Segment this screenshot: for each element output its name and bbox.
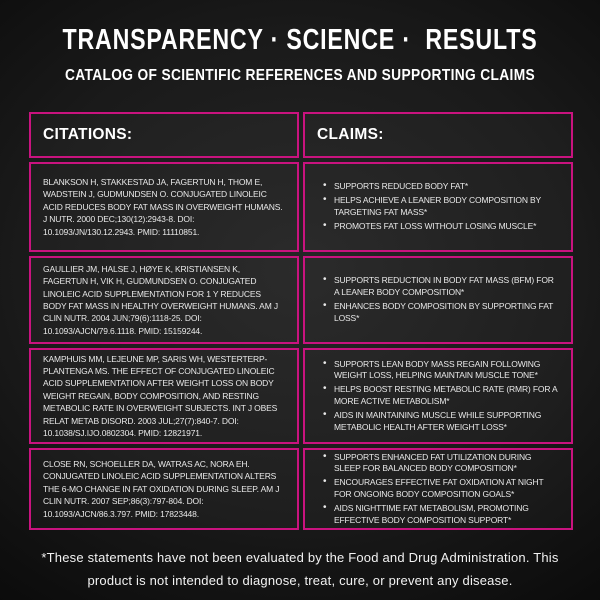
claim-item: • SUPPORTS REDUCED BODY FAT* [321,181,559,193]
claims-column-header [303,112,573,158]
claim-item: • ENCOURAGES EFFECTIVE FAT OXIDATION AT NIGHT FOR ONGOING BODY COMPOSITION GOALS* [321,477,559,501]
citation-text: KAMPHUIS MM, LEJEUNE MP, SARIS WH, WESTERTERP-PLANTENGA MS. THE EFFECT OF CONJUGATED LINOLEIC ACID SUPPLEMENTATION AFTER WEIGHT LOSS ON BODY WEIGHT REGAIN, BODY COMPOSITION, AND RESTING METABOLIC RATE IN OVERWEIGHT SUBJECTS. INT J OBES RELAT METAB DISORD. 2003 JUL;27(7):840-7. DOI: 10.1038/SJ.IJO.0802304. PMID: 12821971. [43,353,278,439]
claim-item: • PROMOTES FAT LOSS WITHOUT LOSING MUSCLE* [321,221,559,233]
citation-text: BLANKSON H, STAKKESTAD JA, FAGERTUN H, THOM E, WADSTEIN J, GUDMUNDSEN O. CONJUGATED LINOLEIC ACID REDUCES BODY FAT MASS IN OVERWEIGHT HUMANS. J NUTR. 2000 DEC;130(12):2943-8. DOI: 10.1093/JN/130.12.2943. PMID: 11110851. [43,176,283,237]
claim-item: • HELPS ACHIEVE A LEANER BODY COMPOSITION BY TARGETING FAT MASS* [321,195,559,219]
claims-cell-row-2 [303,256,573,344]
claims-cell-row-4 [303,448,573,530]
page-title: TRANSPARENCY · SCIENCE · RESULTS [62,24,538,56]
references-table [29,112,573,530]
page-footer [20,546,580,592]
citations-header-label: CITATIONS: [43,126,133,143]
page-subtitle: CATALOG OF SCIENTIFIC REFERENCES AND SUPPORTING CLAIMS [64,67,536,84]
claim-item: • AIDS NIGHTTIME FAT METABOLISM, PROMOTING EFFECTIVE BODY COMPOSITION SUPPORT* [321,503,559,527]
citation-text: GAULLIER JM, HALSE J, HØYE K, KRISTIANSEN K, FAGERTUN H, VIK H, GUDMUNDSEN O. CONJUGATED LINOLEIC ACID SUPPLEMENTATION FOR 1 Y REDUCES BODY FAT MASS IN HEALTHY OVERWEIGHT HUMANS. AM J CLIN NUTR. 2004 JUN;79(6):1118-25. DOI: 10.1093/AJCN/79.6.1118. PMID: 15159244. [43,263,278,336]
citation-text: CLOSE RN, SCHOELLER DA, WATRAS AC, NORA EH. CONJUGATED LINOLEIC ACID SUPPLEMENTATION ALTERS THE 6-MO CHANGE IN FAT OXIDATION DURING SLEEP. AM J CLIN NUTR. 2007 SEP;86(3):797-804. DOI: 10.1093/AJCN/86.3.797. PMID: 17823448. [43,458,280,519]
citation-cell-blankson [29,162,299,252]
claims-header-label: CLAIMS: [317,126,384,143]
citation-cell-gaullier [29,256,299,344]
citation-cell-close [29,448,299,530]
claims-list [321,357,559,436]
citation-cell-kamphuis [29,348,299,444]
claim-item: • SUPPORTS REDUCTION IN BODY FAT MASS (BFM) FOR A LEANER BODY COMPOSITION* [321,275,559,299]
claims-cell-row-3 [303,348,573,444]
claims-cell-row-1 [303,162,573,252]
page-header [0,0,600,85]
fda-disclaimer: *These statements have not been evaluated by the Food and Drug Administration. This product is not intended to diagnose, treat, cure, or prevent any disease. [41,550,559,588]
claim-item: • SUPPORTS LEAN BODY MASS REGAIN FOLLOWING WEIGHT LOSS, HELPING MAINTAIN MUSCLE TONE* [321,359,559,383]
claim-item: • ENHANCES BODY COMPOSITION BY SUPPORTING FAT LOSS* [321,301,559,325]
claim-item: • AIDS IN MAINTAINING MUSCLE WHILE SUPPORTING METABOLIC HEALTH AFTER WEIGHT LOSS* [321,410,559,434]
claims-list [321,273,559,326]
claims-list [321,179,559,234]
claims-list [321,450,559,529]
citations-column-header [29,112,299,158]
claim-item: • SUPPORTS ENHANCED FAT UTILIZATION DURING SLEEP FOR BALANCED BODY COMPOSITION* [321,452,559,476]
claim-item: • HELPS BOOST RESTING METABOLIC RATE (RMR) FOR A MORE ACTIVE METABOLISM* [321,384,559,408]
